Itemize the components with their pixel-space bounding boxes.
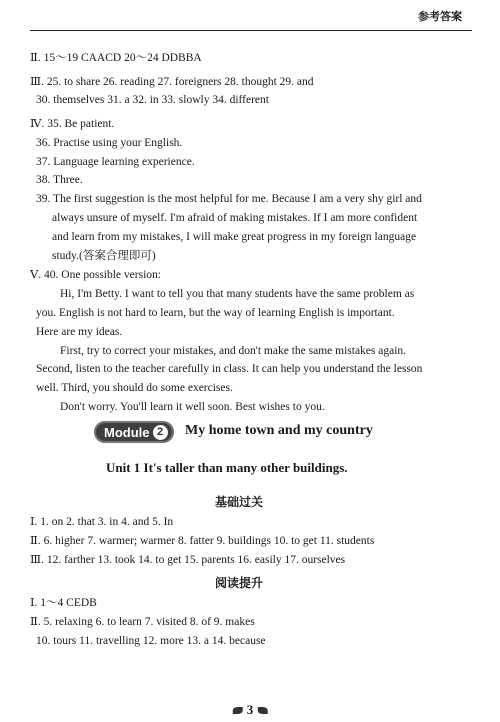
- essay-line: First, try to correct your mistakes, and don't make the same mistakes again.: [60, 345, 407, 357]
- module-label: Module: [104, 424, 150, 440]
- essay-line: Hi, I'm Betty. I want to tell you that many students have the same problem as: [60, 288, 415, 300]
- answer-line: 39. The first suggestion is the most helpful for me. Because I am a very shy girl and: [36, 193, 422, 205]
- answer-line: Ⅰ. 1～4 CEDB: [30, 597, 97, 609]
- answer-line: Ⅲ. 25. to share 26. reading 27. foreigners 28. thought 29. and: [30, 76, 314, 88]
- module-badge: [94, 421, 174, 443]
- answer-line: 38. Three.: [36, 174, 83, 186]
- answer-line: Ⅴ. 40. One possible version:: [30, 269, 161, 281]
- answer-line: 36. Practise using your English.: [36, 137, 183, 149]
- unit-title: Unit 1 It's taller than many other buildings.: [106, 460, 348, 475]
- answer-line: Ⅰ. 1. on 2. that 3. in 4. and 5. In: [30, 516, 174, 528]
- essay-line: you. English is not hard to learn, but the way of learning English is important.: [36, 307, 395, 319]
- section-title-reading: 阅读提升: [215, 576, 264, 590]
- answer-line: 30. themselves 31. a 32. in 33. slowly 34. different: [36, 94, 269, 106]
- answer-line: Ⅲ. 12. farther 13. took 14. to get 15. parents 16. easily 17. ourselves: [30, 554, 346, 566]
- answer-line: Ⅱ. 15～19 CAACD 20～24 DDBBA: [30, 52, 202, 64]
- module-title: My home town and my country: [185, 423, 373, 438]
- section-title-basic: 基础过关: [215, 495, 264, 509]
- answer-line: and learn from my mistakes, I will make great progress in my foreign language: [52, 231, 417, 243]
- answer-line: Ⅱ. 6. higher 7. warmer; warmer 8. fatter 9. buildings 10. to get 11. students: [30, 535, 375, 547]
- answer-line: Ⅱ. 5. relaxing 6. to learn 7. visited 8. of 9. makes: [30, 616, 255, 628]
- answer-line: 37. Language learning experience.: [36, 156, 195, 168]
- page-header-title: 参考答案: [418, 10, 462, 23]
- module-number: 2: [153, 425, 168, 440]
- answer-line: 10. tours 11. travelling 12. more 13. a 14. because: [36, 635, 266, 647]
- answer-line: Ⅳ. 35. Be patient.: [30, 118, 115, 130]
- leaf-left-icon: [233, 707, 243, 714]
- answer-line: study.(答案合理即可): [52, 250, 156, 262]
- essay-line: Here are my ideas.: [36, 326, 123, 338]
- essay-line: Don't worry. You'll learn it well soon. Best wishes to you.: [60, 401, 325, 413]
- page-footer: [233, 702, 268, 718]
- leaf-right-icon: [257, 707, 267, 714]
- page-number: 3: [246, 702, 254, 717]
- answer-line: always unsure of myself. I'm afraid of making mistakes. If I am more confident: [52, 212, 418, 224]
- essay-line: well. Third, you should do some exercises.: [36, 382, 233, 394]
- essay-line: Second, listen to the teacher carefully in class. It can help you understand the lesson: [36, 363, 423, 375]
- header-divider: [30, 30, 472, 31]
